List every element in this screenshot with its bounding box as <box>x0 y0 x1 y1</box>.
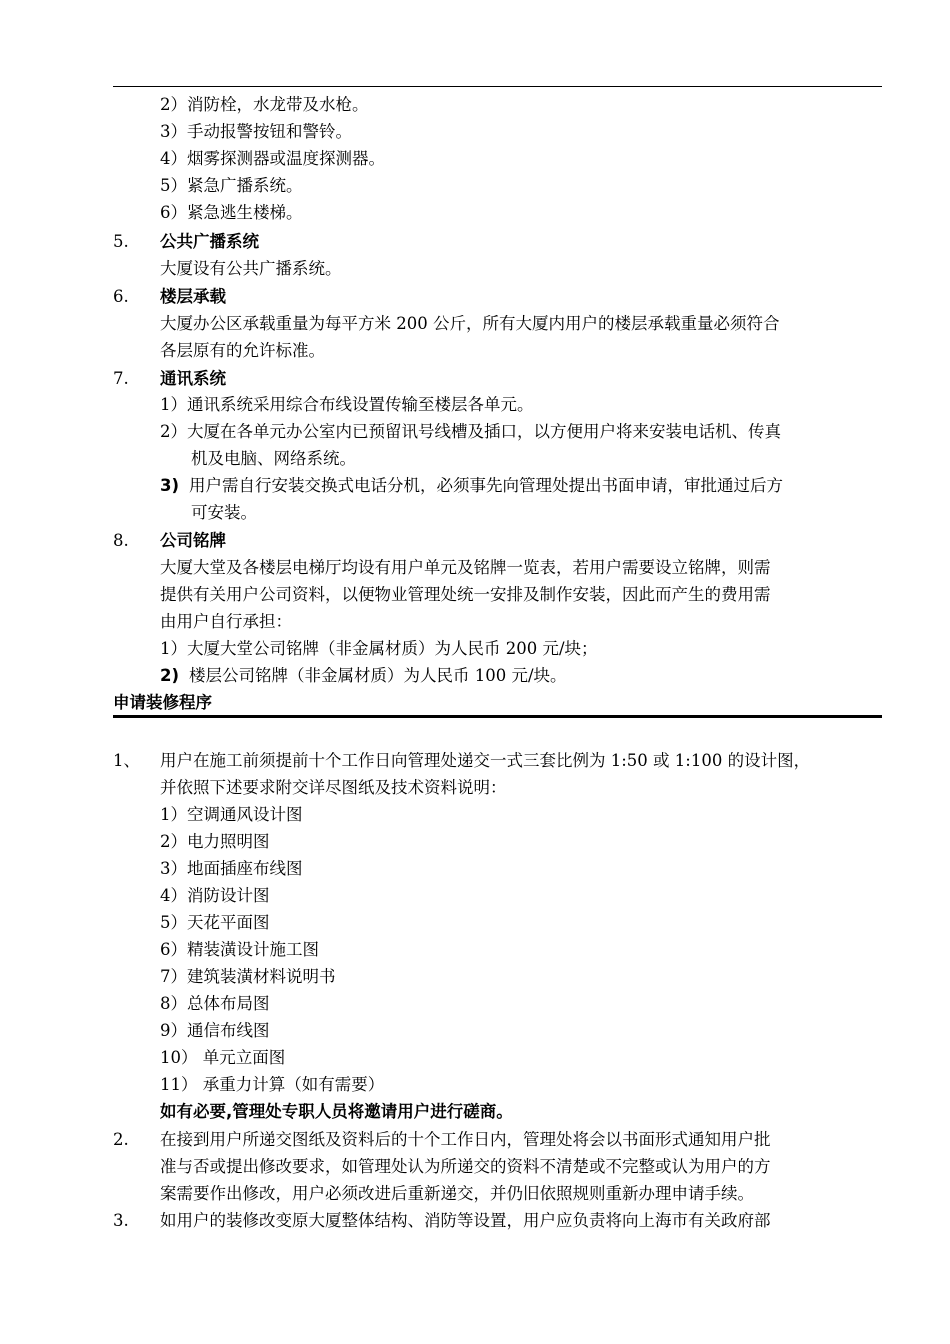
list-item: 2）电力照明图 <box>160 832 270 851</box>
list-item: 6）精装潢设计施工图 <box>160 940 319 959</box>
paragraph-line: 由用户自行承担： <box>160 612 292 631</box>
paragraph-line: 各层原有的允许标准。 <box>160 341 325 360</box>
paragraph-number: 1、 <box>113 751 140 770</box>
section-number: 8. <box>113 531 129 550</box>
list-item: 5）天花平面图 <box>160 913 270 932</box>
section-number: 6. <box>113 287 129 306</box>
list-item-continuation: 可安装。 <box>191 503 257 522</box>
list-item: 用户需自行安装交换式电话分机，必须事先向管理处提出书面申请，审批通过后方 <box>189 476 783 495</box>
section-title: 通讯系统 <box>160 369 226 388</box>
list-item: 4）烟雾探测器或温度探测器。 <box>160 149 385 168</box>
paragraph-line: 并依照下述要求附交详尽图纸及技术资料说明： <box>160 778 507 797</box>
list-item: 1）通讯系统采用综合布线设置传输至楼层各单元。 <box>160 395 534 414</box>
paragraph-line: 大厦大堂及各楼层电梯厅均设有用户单元及铭牌一览表，若用户需要设立铭牌，则需 <box>160 558 771 577</box>
list-item: 9）通信布线图 <box>160 1021 270 1040</box>
section-title: 公共广播系统 <box>160 232 259 251</box>
header-rule <box>113 86 882 87</box>
list-item: 2）消防栓，水龙带及水枪。 <box>160 95 369 114</box>
paragraph-number: 3. <box>113 1211 129 1230</box>
list-item: 3）地面插座布线图 <box>160 859 303 878</box>
list-item: 4）消防设计图 <box>160 886 270 905</box>
list-item: 2）大厦在各单元办公室内已预留讯号线槽及插口，以方便用户将来安装电话机、传真 <box>160 422 781 441</box>
section-number: 7. <box>113 369 129 388</box>
paragraph-line: 案需要作出修改，用户必须改进后重新递交，并仍旧依照规则重新办理申请手续。 <box>160 1184 754 1203</box>
section-title: 公司铭牌 <box>160 531 226 550</box>
list-item: 7）建筑装潢材料说明书 <box>160 967 336 986</box>
paragraph-line: 大厦办公区承载重量为每平方米 200 公斤，所有大厦内用户的楼层承载重量必须符合 <box>160 314 780 333</box>
paragraph-line: 提供有关用户公司资料，以便物业管理处统一安排及制作安装，因此而产生的费用需 <box>160 585 771 604</box>
section-number: 5. <box>113 232 129 251</box>
list-item: 6）紧急逃生楼梯。 <box>160 203 303 222</box>
list-item: 5）紧急广播系统。 <box>160 176 303 195</box>
paragraph-line: 如用户的装修改变原大厦整体结构、消防等设置，用户应负责将向上海市有关政府部 <box>160 1211 771 1230</box>
section-rule <box>113 715 882 718</box>
list-item: 1）大厦大堂公司铭牌（非金属材质）为人民币 200 元/块； <box>160 639 598 658</box>
section-heading: 申请装修程序 <box>113 693 212 712</box>
list-item-continuation: 机及电脑、网络系统。 <box>191 449 356 468</box>
list-item: 8）总体布局图 <box>160 994 270 1013</box>
section-title: 楼层承载 <box>160 287 226 306</box>
paragraph-line: 用户在施工前须提前十个工作日向管理处递交一式三套比例为 1:50 或 1:100 的设计图， <box>160 751 811 770</box>
paragraph-line: 在接到用户所递交图纸及资料后的十个工作日内，管理处将会以书面形式通知用户批 <box>160 1130 771 1149</box>
paragraph-number: 2. <box>113 1130 129 1149</box>
paragraph-line: 准与否或提出修改要求，如管理处认为所递交的资料不清楚或不完整或认为用户的方 <box>160 1157 771 1176</box>
list-item: 3）手动报警按钮和警铃。 <box>160 122 352 141</box>
list-item: 10） 单元立面图 <box>160 1048 286 1067</box>
list-item: 1）空调通风设计图 <box>160 805 303 824</box>
list-item: 楼层公司铭牌（非金属材质）为人民币 100 元/块。 <box>189 666 567 685</box>
paragraph-line: 大厦设有公共广播系统。 <box>160 259 342 278</box>
list-number: 2) <box>160 666 180 685</box>
list-item: 11） 承重力计算（如有需要） <box>160 1075 385 1094</box>
list-number: 3) <box>160 476 180 495</box>
note-line: 如有必要,管理处专职人员将邀请用户进行磋商。 <box>160 1102 513 1121</box>
